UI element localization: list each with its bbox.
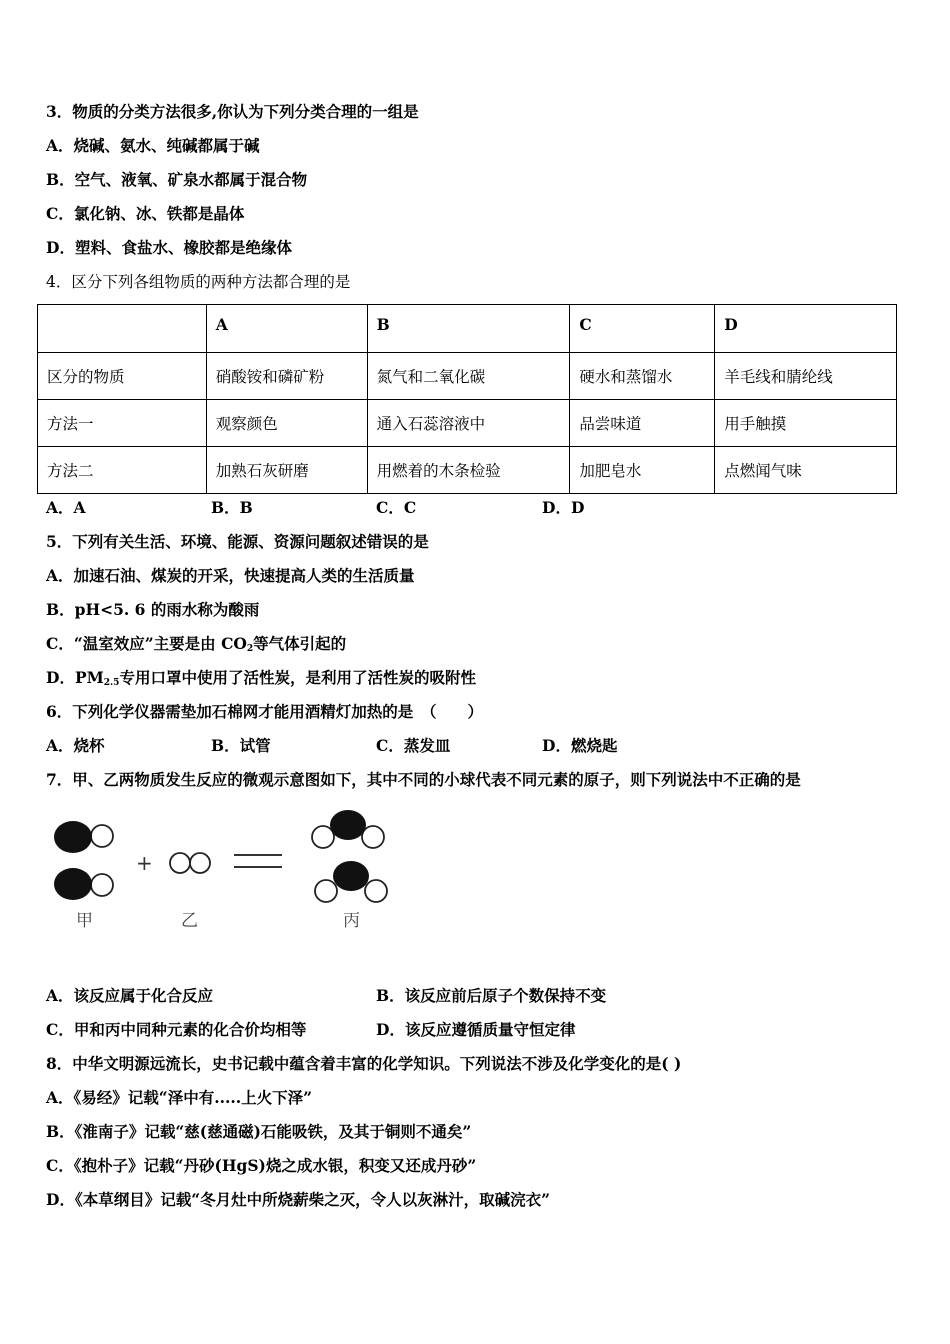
table-cell: 羊毛线和腈纶线 xyxy=(715,353,897,400)
table-header-row xyxy=(38,305,897,353)
table-row xyxy=(38,447,897,494)
q5-option-d-text-end: 专用口罩中使用了活性炭，是利用了活性炭的吸附性 xyxy=(119,668,476,687)
table-cell: 点燃闻气味 xyxy=(715,447,897,494)
q5-option-d-text: D．PM xyxy=(46,668,104,687)
q3-option-b[interactable]: B．空气、液氧、矿泉水都属于混合物 xyxy=(46,170,308,189)
q5-stem: 5．下列有关生活、环境、能源、资源问题叙述错误的是 xyxy=(46,532,429,551)
table-cell: 氮气和二氧化碳 xyxy=(367,353,570,400)
plus-sign: + xyxy=(136,851,153,875)
table-header-cell: D xyxy=(715,305,897,353)
table-cell: 区分的物质 xyxy=(38,353,207,400)
molecule-jia-2 xyxy=(54,868,113,900)
table-row xyxy=(38,353,897,400)
table-header-cell: B xyxy=(367,305,570,353)
q4-option-d[interactable]: D．D xyxy=(542,498,585,517)
molecule-yi xyxy=(170,853,210,873)
q3-option-d[interactable]: D．塑料、食盐水、橡胶都是绝缘体 xyxy=(46,238,292,257)
table-cell: 观察颜色 xyxy=(206,400,367,447)
table-header-cell: C xyxy=(570,305,715,353)
table-cell: 加肥皂水 xyxy=(570,447,715,494)
q5-option-c-text-end: 等气体引起的 xyxy=(253,634,347,653)
label-jia: 甲 xyxy=(76,911,93,931)
q6-option-d[interactable]: D．燃烧匙 xyxy=(542,736,618,755)
q8-option-d[interactable]: D．《本草纲目》记载“冬月灶中所烧薪柴之灭，令人以灰淋汁，取碱浣衣” xyxy=(46,1190,551,1209)
table-cell: 方法二 xyxy=(38,447,207,494)
table-cell: 硝酸铵和磷矿粉 xyxy=(206,353,367,400)
molecule-bing-1 xyxy=(312,810,384,848)
q8-option-b[interactable]: B．《淮南子》记载“慈(慈通磁)石能吸铁，及其于铜则不通矣” xyxy=(46,1122,472,1141)
subscript: 2 xyxy=(246,644,254,654)
q8-option-a[interactable]: A．《易经》记载“泽中有.....上火下泽” xyxy=(46,1088,313,1107)
q6-option-c[interactable]: C．蒸发皿 xyxy=(376,736,451,755)
q5-option-c[interactable] xyxy=(46,634,346,659)
equals-sign xyxy=(234,855,282,867)
q4-option-b[interactable]: B．B xyxy=(211,498,253,517)
q7-option-a[interactable]: A．该反应属于化合反应 xyxy=(46,986,214,1005)
q4-option-a[interactable]: A．A xyxy=(46,498,86,517)
reaction-diagram xyxy=(40,808,400,938)
q8-option-c[interactable]: C．《抱朴子》记载“丹砂(HgS)烧之成水银，积变又还成丹砂” xyxy=(46,1156,477,1175)
table-cell: 品尝味道 xyxy=(570,400,715,447)
q5-option-b[interactable]: B．pH<5. 6 的雨水称为酸雨 xyxy=(46,600,260,619)
q4-option-c[interactable]: C．C xyxy=(376,498,417,517)
q7-option-d[interactable]: D．该反应遵循质量守恒定律 xyxy=(376,1020,576,1039)
q8-stem: 8．中华文明源远流长，史书记载中蕴含着丰富的化学知识。下列说法不涉及化学变化的是( ) xyxy=(46,1054,682,1073)
q3-option-c[interactable]: C．氯化钠、冰、铁都是晶体 xyxy=(46,204,245,223)
table-cell: 用燃着的木条检验 xyxy=(367,447,570,494)
molecule-jia-1 xyxy=(54,821,113,853)
q7-option-c[interactable]: C．甲和丙中同种元素的化合价均相等 xyxy=(46,1020,307,1039)
q5-option-a[interactable]: A．加速石油、煤炭的开采，快速提高人类的生活质量 xyxy=(46,566,415,585)
table-header-cell: A xyxy=(206,305,367,353)
subscript: 2.5 xyxy=(103,678,120,688)
label-bing: 丙 xyxy=(343,911,360,931)
q7-stem: 7．甲、乙两物质发生反应的微观示意图如下，其中不同的小球代表不同元素的原子，则下列说法中不正确的是 xyxy=(46,770,801,789)
q7-option-b[interactable]: B．该反应前后原子个数保持不变 xyxy=(376,986,607,1005)
table-cell: 用手触摸 xyxy=(715,400,897,447)
q3-stem: 3．物质的分类方法很多,你认为下列分类合理的一组是 xyxy=(46,102,419,121)
q6-stem: 6．下列化学仪器需垫加石棉网才能用酒精灯加热的是 （ ） xyxy=(46,702,484,721)
table-cell: 硬水和蒸馏水 xyxy=(570,353,715,400)
q4-stem: 4．区分下列各组物质的两种方法都合理的是 xyxy=(46,273,351,291)
table-header-cell xyxy=(38,305,207,353)
q6-option-b[interactable]: B．试管 xyxy=(211,736,271,755)
table-cell: 加熟石灰研磨 xyxy=(206,447,367,494)
q4-table xyxy=(37,304,897,494)
q5-option-d[interactable] xyxy=(46,668,476,693)
table-cell: 通入石蕊溶液中 xyxy=(367,400,570,447)
q6-option-a[interactable]: A．烧杯 xyxy=(46,736,105,755)
molecule-bing-2 xyxy=(315,861,387,902)
q3-option-a[interactable]: A．烧碱、氨水、纯碱都属于碱 xyxy=(46,136,260,155)
table-row xyxy=(38,400,897,447)
label-yi: 乙 xyxy=(181,911,198,931)
table-cell: 方法一 xyxy=(38,400,207,447)
q5-option-c-text: C．“温室效应”主要是由 CO xyxy=(46,634,247,653)
